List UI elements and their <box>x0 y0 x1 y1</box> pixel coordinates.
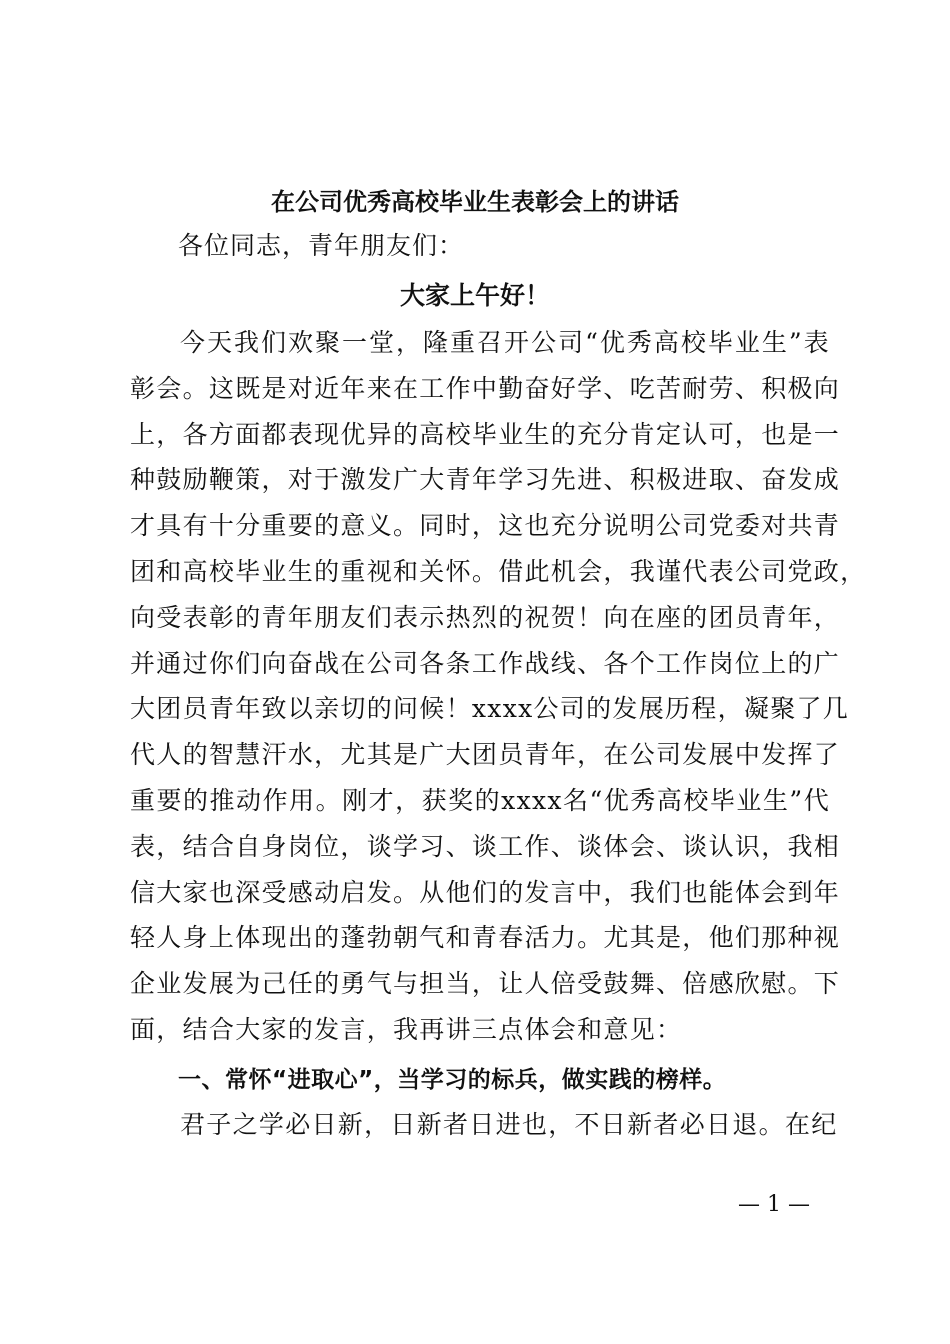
paragraph-line: 今天我们欢聚一堂，隆重召开公司“优秀高校毕业生”表 <box>180 328 830 357</box>
section-one-heading: 一、常怀“进取心”，当学习的标兵，做实践的榜样。 <box>178 1067 727 1093</box>
paragraph-line: 轻人身上体现出的蓬勃朝气和青春活力。尤其是，他们那种视 <box>130 923 841 953</box>
paragraph-line: 彰会。这既是对近年来在工作中勤奋好学、吃苦耐劳、积极向 <box>130 373 841 403</box>
document-title: 在公司优秀高校毕业生表彰会上的讲话 <box>271 187 679 216</box>
paragraph-line: 向受表彰的青年朋友们表示热烈的祝贺！向在座的团员青年， <box>130 602 841 632</box>
paragraph-line: 才具有十分重要的意义。同时，这也充分说明公司党委对共青 <box>130 511 841 541</box>
paragraph-line: 团和高校毕业生的重视和关怀。借此机会，我谨代表公司党政， <box>130 556 867 586</box>
paragraph-line: 君子之学必日新，日新者日进也，不日新者必日退。在纪 <box>180 1110 838 1139</box>
paragraph-line: 大团员青年致以亲切的问候！xxxx公司的发展历程，凝聚了几 <box>130 694 850 724</box>
paragraph-line: 代人的智慧汗水，尤其是广大团员青年，在公司发展中发挥了 <box>130 740 841 770</box>
salutation: 各位同志，青年朋友们： <box>178 231 465 260</box>
speech-paragraph <box>130 320 867 1053</box>
section-one-paragraph <box>130 1102 838 1148</box>
page-number: — 1 — <box>738 1192 810 1217</box>
paragraph-line: 企业发展为己任的勇气与担当，让人倍受鼓舞、倍感欣慰。下 <box>130 969 841 999</box>
paragraph-line: 重要的推动作用。刚才，获奖的xxxx名“优秀高校毕业生”代 <box>130 785 830 815</box>
paragraph-line: 种鼓励鞭策，对于激发广大青年学习先进、积极进取、奋发成 <box>130 465 841 495</box>
paragraph-line: 上，各方面都表现优异的高校毕业生的充分肯定认可，也是一 <box>130 419 841 449</box>
paragraph-line: 并通过你们向奋战在公司各条工作战线、各个工作岗位上的广 <box>130 648 841 678</box>
greeting: 大家上午好！ <box>399 281 550 310</box>
paragraph-line: 表，结合自身岗位，谈学习、谈工作、谈体会、谈认识，我相 <box>130 831 841 861</box>
paragraph-line: 信大家也深受感动启发。从他们的发言中，我们也能体会到年 <box>130 877 841 907</box>
paragraph-line: 面，结合大家的发言，我再讲三点体会和意见： <box>130 1014 683 1044</box>
